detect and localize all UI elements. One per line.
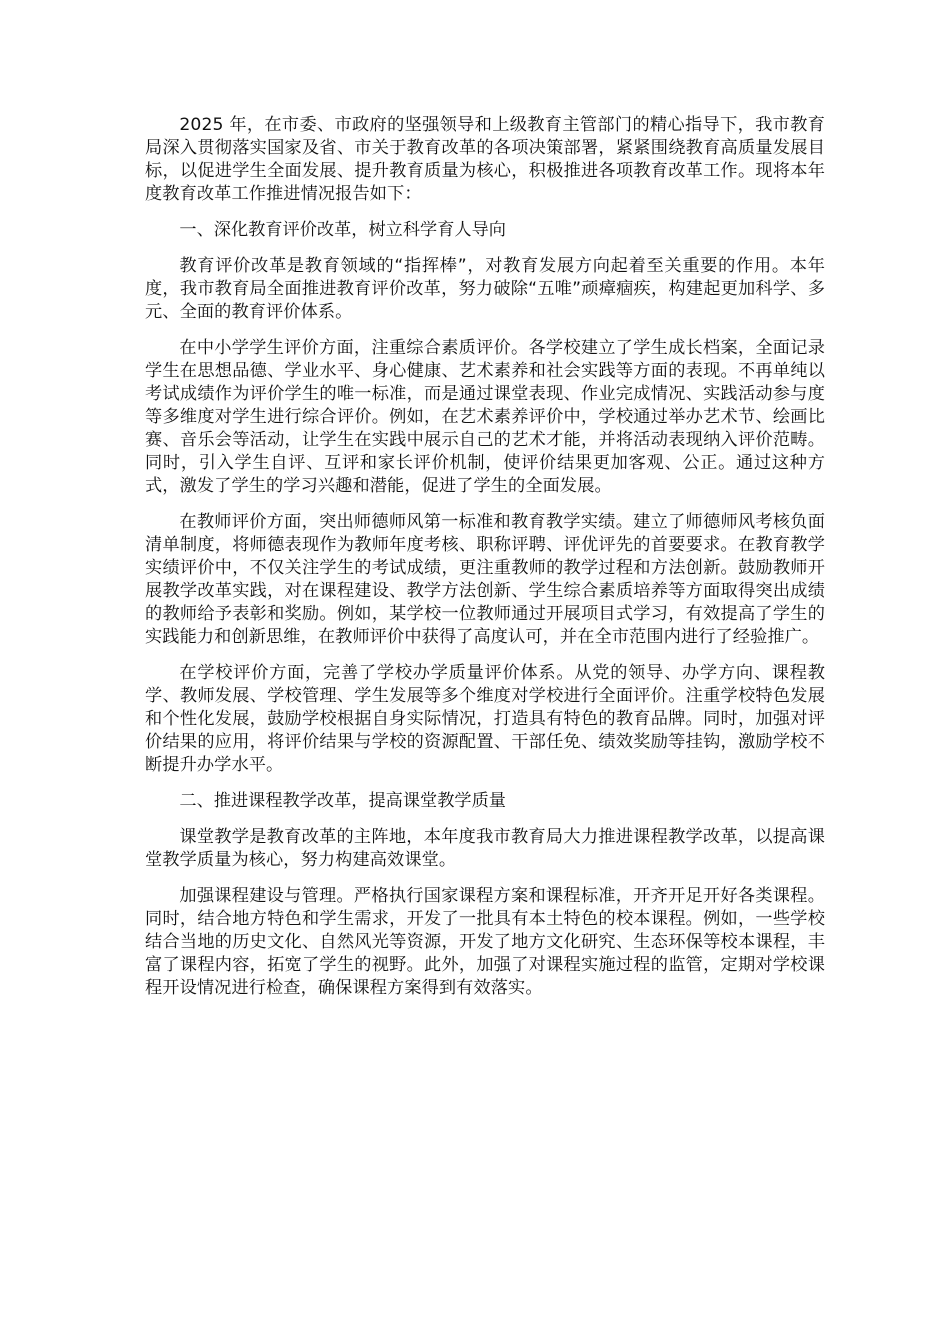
document-page xyxy=(145,114,825,1013)
section-heading-2: 二、推进课程教学改革，提高课堂教学质量 xyxy=(179,791,506,811)
body-paragraph: 课堂教学是教育改革的主阵地，本年度我市教育局大力推进课程教学改革，以提高课堂教学质量为核心，努力构建高效课堂。 xyxy=(145,827,825,870)
section-heading-1: 一、深化教育评价改革，树立科学育人导向 xyxy=(179,220,506,240)
body-paragraph: 在学校评价方面，完善了学校办学质量评价体系。从党的领导、办学方向、课程教学、教师发展、学校管理、学生发展等多个维度对学校进行全面评价。注重学校特色发展和个性化发展，鼓励学校根据自身实际情况，打造具有特色的教育品牌。同时，加强对评价结果的应用，将评价结果与学校的资源配置、干部任免、绩效奖励等挂钩，激励学校不断提升办学水平。 xyxy=(145,663,825,775)
intro-paragraph: 2025 年，在市委、市政府的坚强领导和上级教育主管部门的精心指导下，我市教育局深入贯彻落实国家及省、市关于教育改革的各项决策部署，紧紧围绕教育高质量发展目标，以促进学生全面发展、提升教育质量为核心，积极推进各项教育改革工作。现将本年度教育改革工作推进情况报告如下： xyxy=(145,115,825,204)
body-paragraph: 加强课程建设与管理。严格执行国家课程方案和课程标准，开齐开足开好各类课程。同时，结合地方特色和学生需求，开发了一批具有本土特色的校本课程。例如，一些学校结合当地的历史文化、自然风光等资源，开发了地方文化研究、生态环保等校本课程，丰富了课程内容，拓宽了学生的视野。此外，加强了对课程实施过程的监管，定期对学校课程开设情况进行检查，确保课程方案得到有效落实。 xyxy=(145,886,825,998)
body-paragraph: 在中小学学生评价方面，注重综合素质评价。各学校建立了学生成长档案，全面记录学生在思想品德、学业水平、身心健康、艺术素养和社会实践等方面的表现。不再单纯以考试成绩作为评价学生的唯一标准，而是通过课堂表现、作业完成情况、实践活动参与度等多维度对学生进行综合评价。例如，在艺术素养评价中，学校通过举办艺术节、绘画比赛、音乐会等活动，让学生在实践中展示自己的艺术才能，并将活动表现纳入评价范畴。同时，引入学生自评、互评和家长评价机制，使评价结果更加客观、公正。通过这种方式，激发了学生的学习兴趣和潜能，促进了学生的全面发展。 xyxy=(145,338,825,496)
body-paragraph: 教育评价改革是教育领域的“指挥棒”，对教育发展方向起着至关重要的作用。本年度，我市教育局全面推进教育评价改革，努力破除“五唯”顽瘴痼疾，构建起更加科学、多元、全面的教育评价体系。 xyxy=(145,256,825,322)
body-paragraph: 在教师评价方面，突出师德师风第一标准和教育教学实绩。建立了师德师风考核负面清单制度，将师德表现作为教师年度考核、职称评聘、评优评先的首要要求。在教育教学实绩评价中，不仅关注学生的考试成绩，更注重教师的教学过程和方法创新。鼓励教师开展教学改革实践，对在课程建设、教学方法创新、学生综合素质培养等方面取得突出成绩的教师给予表彰和奖励。例如，某学校一位教师通过开展项目式学习，有效提高了学生的实践能力和创新思维，在教师评价中获得了高度认可，并在全市范围内进行了经验推广。 xyxy=(145,512,825,647)
